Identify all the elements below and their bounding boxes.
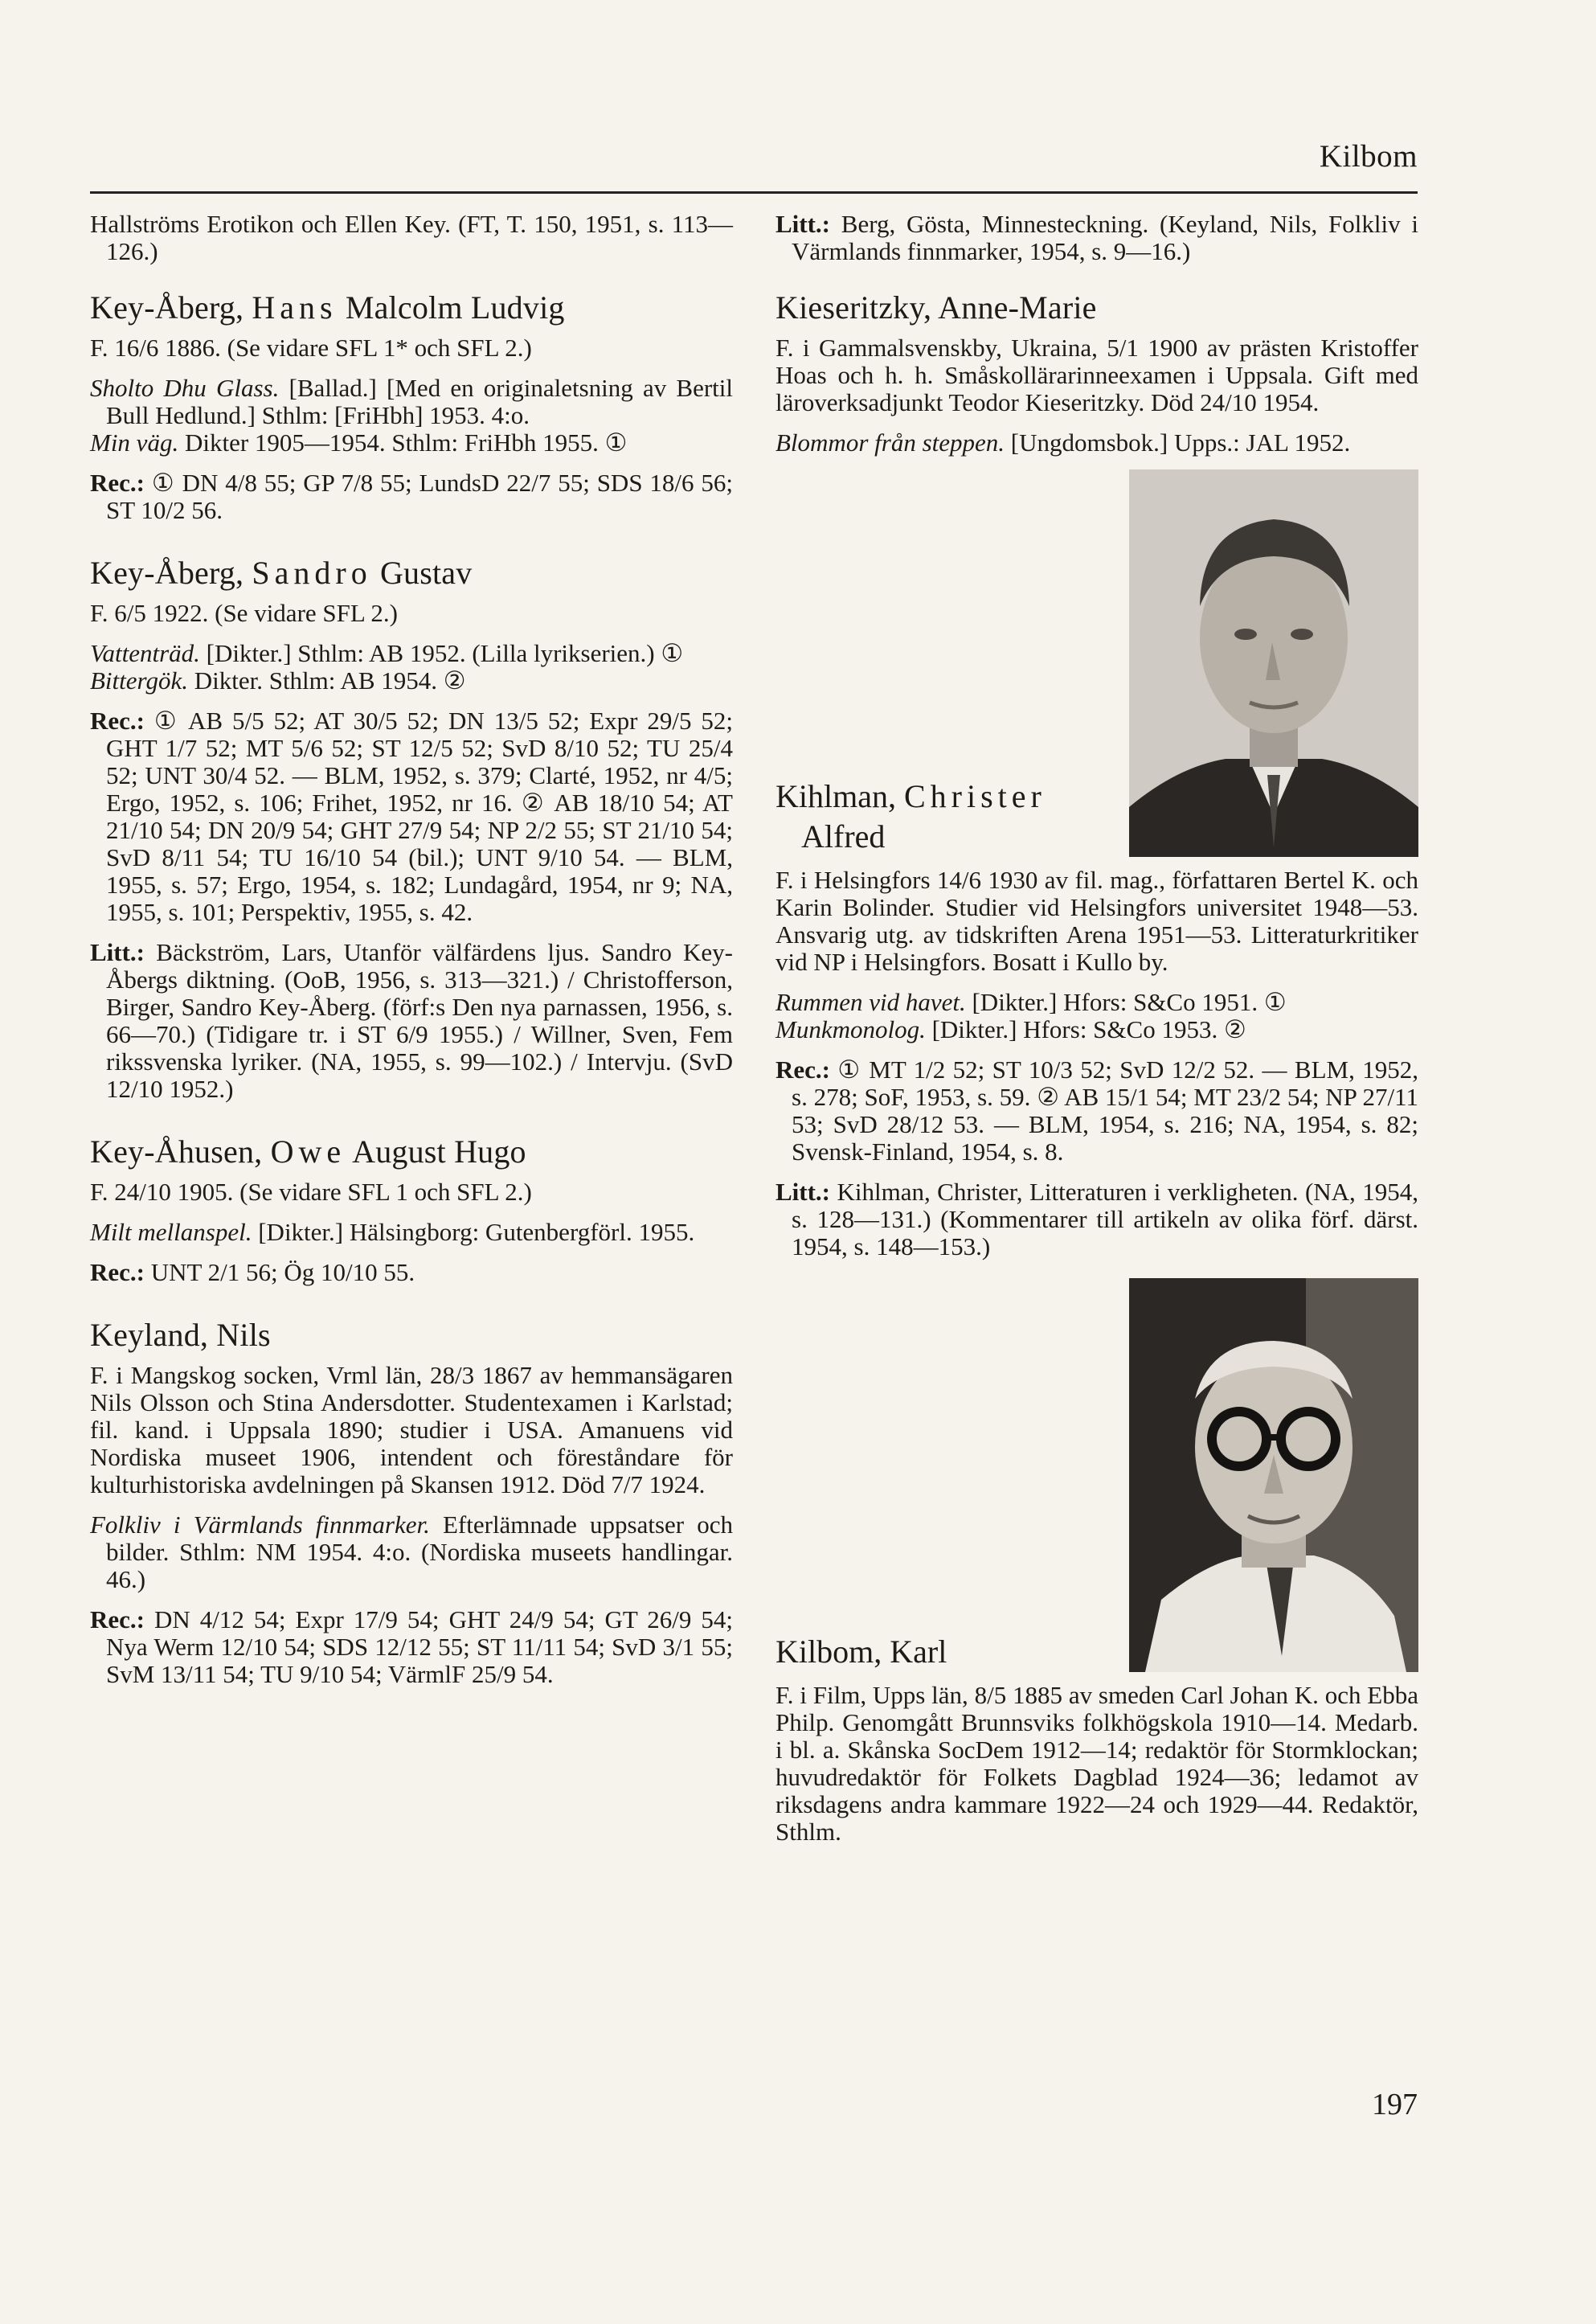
entry-heading-key-ahusen-owe: Key-Åhusen, Owe August Hugo [90,1133,526,1170]
left-column [90,211,733,1701]
birth-line: F. 24/10 1905. (Se vidare SFL 1 och SFL 2.) [90,1178,532,1206]
reviews: Rec.: UNT 2/1 56; Ög 10/10 55. [90,1258,415,1286]
work-item: Min väg. Dikter 1905—1954. Sthlm: FriHbh 1955. ① [90,428,628,457]
kihlman-header [775,469,1418,857]
reviews: Rec.: DN 4/12 54; Expr 17/9 54; GHT 24/9 54; GT 26/9 54; Nya Werm 12/10 54; SDS 12/12 55; ST 11/11 54; SvD 3/1 55; SvM 13/11 54; TU 9/10 54; VärmlF 25/9 54. [90,1605,733,1688]
work-item: Vattenträd. [Dikter.] Sthlm: AB 1952. (Lilla lyrikserien.) ① [90,639,684,667]
portrait-photo-kihlman [1129,469,1418,857]
running-head: Kilbom [1319,139,1418,174]
reviews: Rec.: ① DN 4/8 55; GP 7/8 55; LundsD 22/7 55; SDS 18/6 56; ST 10/2 56. [90,469,734,524]
literature: Litt.: Bäckström, Lars, Utanför välfärdens ljus. Sandro Key-Åbergs diktning. (OoB, 1956, s. 313—321.) / Christofferson, Birger, Sandro Key-Åberg. (förf:s Den nya parnassen, 1956, s. 66—70.) (Tidigare tr. i ST 6/9 1955.) / Willner, Sven, Fem rikssvenska lyriker. (NA, 1955, s. 99—102.) / Intervju. (SvD 12/10 1952.) [90,938,734,1103]
literature: Litt.: Kihlman, Christer, Litteraturen i verkligheten. (NA, 1954, s. 128—131.) (Kommentarer till artikeln av olika förf. därst. 1954, s. 148—153.) [775,1178,1419,1260]
reviews: Rec.: ① AB 5/5 52; AT 30/5 52; DN 13/5 52; Expr 29/5 52; GHT 1/7 52; MT 5/6 52; ST 12/5 52; SvD 8/10 52; TU 25/4 52; UNT 30/4 52. — BLM, 1952, s. 379; Clarté, 1952, nr 4/5; Ergo, 1952, s. 106; Frihet, 1952, nr 16. ② AB 18/10 54; AT 21/10 54; DN 20/9 54; GHT 27/9 54; NP 2/2 55; ST 21/10 54; SvD 8/11 54; TU 16/10 54 (bil.); UNT 9/10 54. — BLM, 1955, s. 57; Ergo, 1954, s. 182; Lundagård, 1954, nr 9; NA, 1955, s. 101; Perspektiv, 1955, s. 42. [90,707,734,926]
literature: Litt.: Berg, Gösta, Minnesteckning. (Keyland, Nils, Folkliv i Värmlands finnmarker, 1954, s. 9—16.) [775,210,1418,265]
biography: F. i Helsingfors 14/6 1930 av fil. mag., författaren Bertel K. och Karin Bolinder. Studier vid Helsingfors universitet 1948—53. Ansvarig utg. av tidskriften Arena 1951—53. Litteraturkritiker vid NP i Helsingfors. Bosatt i Kullo by. [775,866,1418,976]
header-rule [90,191,1418,194]
kilbom-header [775,1278,1418,1672]
work-item: Bittergök. Dikter. Sthlm: AB 1954. ② [90,666,466,695]
works-list [90,640,733,695]
entry-heading-kihlman: Kihlman, Christer Alfred [775,778,1046,855]
works-list [90,1219,733,1246]
birth-line: F. 6/5 1922. (Se vidare SFL 2.) [90,599,398,627]
biography: F. i Mangskog socken, Vrml län, 28/3 1867 av hemmansägaren Nils Olsson och Stina Andersdotter. Studentexamen i Karlstad; fil. kand. i Uppsala 1890; studier i USA. Amanuens vid Nordiska museet 1906, intendent och föreståndare för kulturhistoriska avdelningen på Skansen 1912. Död 7/7 1924. [90,1361,733,1498]
entry-heading-kieseritzky: Kieseritzky, Anne-Marie [775,289,1097,326]
portrait-illustration [1129,1278,1418,1672]
entry-heading-key-aberg-sandro: Key-Åberg, Sandro Gustav [90,555,473,591]
entry-heading-kilbom: Kilbom, Karl [775,1633,947,1670]
entry-heading-keyland: Keyland, Nils [90,1317,271,1353]
page-number: 197 [1372,2088,1418,2121]
biography: F. i Film, Upps län, 8/5 1885 av smeden Carl Johan K. och Ebba Philp. Genomgått Brunnsviks folkhögskola 1910—14. Medarb. i bl. a. Skånska SocDem 1912—14; redaktör för Stormklockan; huvudredaktör för Folkets Dagblad 1924—36; ledamot av riksdagens andra kammare 1922—24 och 1929—44. Redaktör, Sthlm. [775,1681,1418,1846]
work-item: Rummen vid havet. [Dikter.] Hfors: S&Co 1951. ① [775,988,1287,1016]
works-list [775,429,1418,457]
right-column [775,211,1418,1859]
continued-entry-text: Hallströms Erotikon och Ellen Key. (FT, T. 150, 1951, s. 113—126.) [90,210,733,265]
birth-line: F. 16/6 1886. (Se vidare SFL 1* och SFL 2.) [90,334,532,362]
work-item: Sholto Dhu Glass. [Ballad.] [Med en originaletsning av Bertil Bull Hedlund.] Sthlm: [FriHbh] 1953. 4:o. [90,374,733,429]
work-item: Milt mellanspel. [Dikter.] Hälsingborg: Gutenbergförl. 1955. [90,1218,695,1246]
work-item: Blommor från steppen. [Ungdomsbok.] Upps.: JAL 1952. [775,428,1351,457]
work-item: Folkliv i Värmlands finnmarker. Efterlämnade uppsatser och bilder. Sthlm: NM 1954. 4:o. (Nordiska museets handlingar. 46.) [90,1510,733,1593]
works-list [90,375,733,457]
portrait-illustration [1129,469,1418,857]
work-item: Munkmonolog. [Dikter.] Hfors: S&Co 1953. ② [775,1015,1246,1043]
entry-heading-key-aberg-hans: Key-Åberg, Hans Malcolm Ludvig [90,289,565,326]
works-list [775,989,1418,1043]
works-list [90,1511,733,1593]
portrait-photo-kilbom [1129,1278,1418,1672]
reviews: Rec.: ① MT 1/2 52; ST 10/3 52; SvD 12/2 52. — BLM, 1952, s. 278; SoF, 1953, s. 59. ② AB 15/1 54; MT 23/2 54; NP 27/11 53; SvD 28/12 53. — BLM, 1954, s. 216; NA, 1954, s. 82; Svensk-Finland, 1954, s. 8. [775,1055,1419,1166]
biography: F. i Gammalsvenskby, Ukraina, 5/1 1900 av prästen Kristoffer Hoas och h. h. Småskollärarinneexamen i Uppsala. Gift med läroverksadjunkt Teodor Kieseritzky. Död 24/10 1954. [775,334,1418,416]
